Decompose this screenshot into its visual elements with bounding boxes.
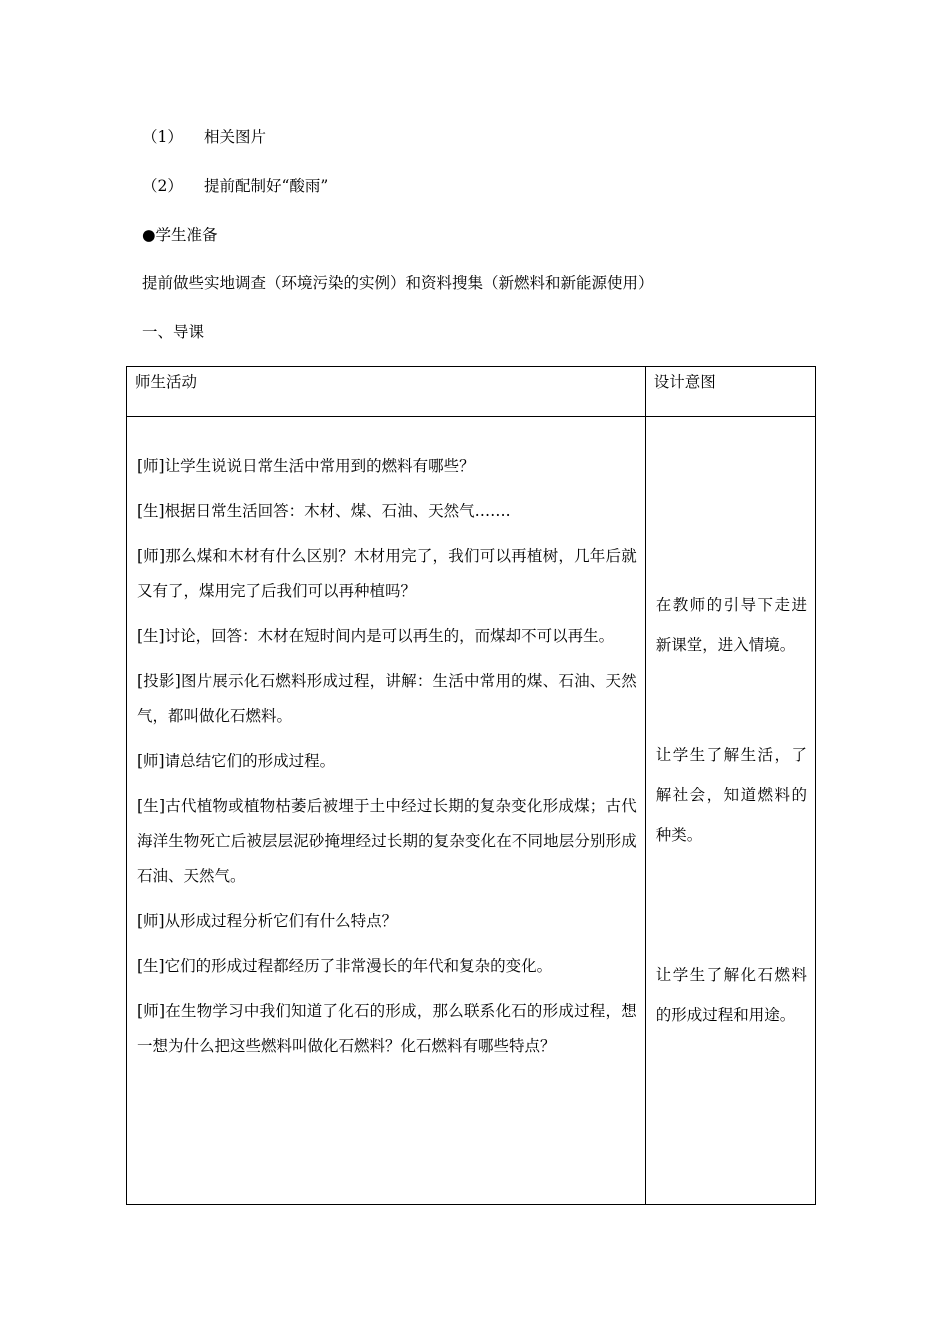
prep-item-2 bbox=[142, 176, 328, 196]
prep-item-1 bbox=[142, 127, 266, 147]
prep-item-number: （1） bbox=[142, 128, 183, 146]
student-prep-text: 提前做些实地调查（环境污染的实例）和资料搜集（新燃料和新能源使用） bbox=[142, 274, 654, 292]
intent-cell bbox=[645, 417, 815, 1205]
activity-paragraph: [师]从形成过程分析它们有什么特点？ bbox=[137, 912, 398, 930]
activity-paragraph: [师]在生物学习中我们知道了化石的形成，那么联系化石的形成过程，想一想为什么把这些燃料叫做化石燃料？化石燃料有哪些特点？ bbox=[137, 1002, 637, 1055]
activity-paragraph: [生]讨论，回答：木材在短时间内是可以再生的，而煤却不可以再生。 bbox=[137, 627, 615, 645]
table-body-row bbox=[127, 417, 816, 1205]
prep-item-number: （2） bbox=[142, 177, 183, 195]
activity-paragraph: [生]它们的形成过程都经历了非常漫长的年代和复杂的变化。 bbox=[137, 957, 553, 975]
intent-paragraph: 让学生了解生活，了解社会，知道燃料的种类。 bbox=[655, 746, 807, 844]
prep-item-text: 提前配制好“酸雨” bbox=[204, 177, 329, 195]
activity-paragraph: [师]让学生说说日常生活中常用到的燃料有哪些？ bbox=[137, 457, 475, 475]
intent-paragraph: 让学生了解化石燃料的形成过程和用途。 bbox=[655, 966, 807, 1024]
intent-paragraph: 在教师的引导下走进新课堂，进入情境。 bbox=[655, 596, 807, 654]
activity-paragraph: [生]古代植物或植物枯萎后被埋于土中经过长期的复杂变化形成煤；古代海洋生物死亡后被层层泥砂掩埋经过长期的复杂变化在不同地层分别形成石油、天然气。 bbox=[137, 797, 637, 885]
header-activities: 师生活动 bbox=[127, 367, 646, 417]
student-prep-heading: ●学生准备 bbox=[142, 226, 218, 244]
activity-paragraph: [投影]图片展示化石燃料形成过程，讲解：生活中常用的煤、石油、天然气，都叫做化石燃料。 bbox=[137, 672, 637, 725]
activity-paragraph: [师]请总结它们的形成过程。 bbox=[137, 752, 336, 770]
header-intent: 设计意图 bbox=[645, 367, 815, 417]
prep-item-text: 相关图片 bbox=[204, 128, 267, 146]
activity-paragraph: [生]根据日常生活回答：木材、煤、石油、天然气……. bbox=[137, 502, 511, 520]
table-header-row bbox=[127, 367, 816, 417]
activity-paragraph: [师]那么煤和木材有什么区别？木材用完了，我们可以再植树，几年后就又有了，煤用完了后我们可以再种植吗？ bbox=[137, 547, 637, 600]
lesson-table bbox=[126, 366, 816, 1205]
section-title: 一、导课 bbox=[142, 323, 205, 341]
activities-cell bbox=[127, 417, 646, 1205]
